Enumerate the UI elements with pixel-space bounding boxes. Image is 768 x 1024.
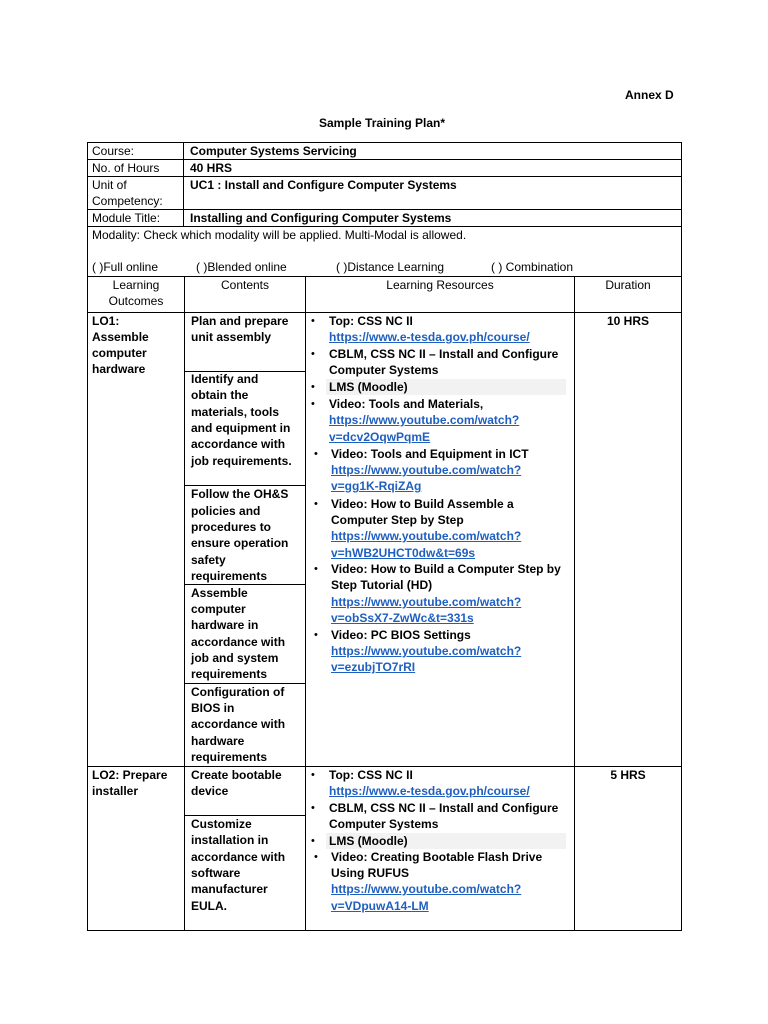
lo2-bullet-icon-3: •	[311, 835, 315, 847]
lo1-resource-8-link-line2[interactable]: v=ezubjTO7rRI	[331, 660, 416, 674]
lo2-resource-3: LMS (Moodle)	[329, 834, 408, 848]
lo1-content-3-line6: requirements	[191, 569, 268, 583]
modality-option-combination[interactable]: ( ) Combination	[491, 260, 574, 274]
lo1-content-5-line3: accordance with	[191, 717, 286, 731]
lo1-content-2-line5: accordance with	[191, 437, 286, 451]
lo1-resource-5-link-line1[interactable]: https://www.youtube.com/watch?	[331, 463, 522, 477]
lo2-resource-4-link-line2[interactable]: v=VDpuwA14-LM	[331, 899, 429, 913]
lo2-resource-4-line2: Using RUFUS	[331, 866, 409, 880]
lo1-resource-3: LMS (Moodle)	[329, 380, 408, 394]
lo2-content-1-line1: Create bootable	[191, 768, 282, 782]
lo1-resource-4-link-line2[interactable]: v=dcv2OqwPqmE	[329, 430, 431, 444]
modality-option-distance-learning[interactable]: ( )Distance Learning	[336, 260, 445, 274]
lo1-outcome-cell	[87, 312, 185, 767]
lo1-bullet-icon-6: •	[314, 498, 318, 510]
course-value: Computer Systems Servicing	[190, 144, 357, 158]
lo1-resource-7-link-line1[interactable]: https://www.youtube.com/watch?	[331, 595, 522, 609]
lo2-resource-2-line1: CBLM, CSS NC II – Install and Configure	[329, 801, 559, 815]
lo1-content-5-line5: requirements	[191, 750, 268, 764]
lo2-content-2-line1: Customize	[191, 817, 252, 831]
lo1-bullet-icon-3: •	[311, 381, 315, 393]
lo1-resource-4: Video: Tools and Materials,	[329, 397, 484, 411]
lo1-outcome-line1: LO1:	[92, 314, 120, 328]
col-duration: Duration	[605, 278, 651, 292]
hours-label: No. of Hours	[92, 161, 160, 175]
course-label: Course:	[92, 144, 135, 158]
lo1-content-2-line6: job requirements.	[191, 454, 292, 468]
lo2-bullet-icon-4: •	[314, 851, 318, 863]
lo2-duration-cell	[574, 766, 682, 931]
lo1-resource-6-line2: Computer Step by Step	[331, 513, 464, 527]
lo1-content-2-line3: materials, tools	[191, 405, 280, 419]
lo1-resource-7-line1: Video: How to Build a Computer Step by	[331, 562, 561, 576]
lo1-content-4-line3: hardware in	[191, 618, 259, 632]
annex-label: Annex D	[625, 88, 674, 102]
module-label: Module Title:	[92, 211, 161, 225]
lo1-content-1-line2: unit assembly	[191, 330, 272, 344]
lo2-outcome-line2: installer	[92, 784, 139, 798]
lo2-resource-2-line2: Computer Systems	[329, 817, 439, 831]
lo1-resource-7-link-line2[interactable]: v=obSsX7-ZwWc&t=331s	[331, 611, 474, 625]
lo2-resource-4-link-line1[interactable]: https://www.youtube.com/watch?	[331, 882, 522, 896]
lo2-bullet-icon-2: •	[311, 802, 315, 814]
lo2-content-2-line5: manufacturer	[191, 882, 268, 896]
lo1-resource-1-link[interactable]: https://www.e-tesda.gov.ph/course/	[329, 330, 530, 344]
lo2-resource-1-link[interactable]: https://www.e-tesda.gov.ph/course/	[329, 784, 530, 798]
lo1-resource-5-link-line2[interactable]: v=gg1K-RqiZAg	[331, 479, 422, 493]
lo1-resource-2-line1: CBLM, CSS NC II – Install and Configure	[329, 347, 559, 361]
lo1-content-5-line1: Configuration of	[191, 685, 285, 699]
lo1-duration-cell	[574, 312, 682, 767]
lo1-resource-6-link-line1[interactable]: https://www.youtube.com/watch?	[331, 529, 522, 543]
modality-option-blended-online[interactable]: ( )Blended online	[196, 260, 287, 274]
hours-value: 40 HRS	[190, 161, 233, 175]
col-contents: Contents	[220, 278, 270, 292]
lo2-outcome-line1: LO2: Prepare	[92, 768, 168, 782]
unit-label-line2: Competency:	[92, 194, 163, 208]
lo1-content-5-line4: hardware	[191, 734, 245, 748]
lo2-bullet-icon-1: •	[311, 769, 315, 781]
lo1-content-3-line5: safety	[191, 553, 226, 567]
lo1-content-4-line1: Assemble	[191, 586, 248, 600]
lo1-bullet-icon-2: •	[311, 348, 315, 360]
lo1-bullet-icon-8: •	[314, 629, 318, 641]
lo2-content-2-line6: EULA.	[191, 899, 227, 913]
lo2-content-2-line2: installation in	[191, 833, 269, 847]
lo2-resource-4-line1: Video: Creating Bootable Flash Drive	[331, 850, 543, 864]
lo1-outcome-line2: Assemble	[92, 330, 149, 344]
lo2-content-1-line2: device	[191, 784, 229, 798]
lo2-content-2-line3: accordance with	[191, 850, 286, 864]
lo1-content-2-line2: obtain the	[191, 388, 249, 402]
lo1-duration: 10 HRS	[606, 314, 650, 328]
lo1-content-4-line5: job and system	[191, 651, 279, 665]
modality-option-full-online[interactable]: ( )Full online	[92, 260, 159, 274]
lo1-content-3-line4: ensure operation	[191, 536, 289, 550]
col-outcomes-line1: Learning	[112, 278, 160, 292]
lo1-outcome-line3: computer	[92, 346, 147, 360]
lo1-resource-8: Video: PC BIOS Settings	[331, 628, 471, 642]
lo1-content-4-line4: accordance with	[191, 635, 286, 649]
lo1-resource-7-line2: Step Tutorial (HD)	[331, 578, 433, 592]
lo1-content-4-line2: computer	[191, 602, 246, 616]
lo1-content-5-line2: BIOS in	[191, 701, 235, 715]
module-value: Installing and Configuring Computer Systems	[190, 211, 452, 225]
lo1-content-3-line3: procedures to	[191, 520, 272, 534]
lo1-resource-2-line2: Computer Systems	[329, 363, 439, 377]
lo1-resource-1: Top: CSS NC II	[329, 314, 413, 328]
unit-label-line1: Unit of	[92, 178, 127, 192]
col-outcomes-line2: Outcomes	[108, 294, 164, 308]
page-title: Sample Training Plan*	[319, 116, 446, 130]
lo1-content-3-line1: Follow the OH&S	[191, 487, 289, 501]
lo1-resource-5: Video: Tools and Equipment in ICT	[331, 447, 529, 461]
lo1-resource-6-link-line2[interactable]: v=hWB2UHCT0dw&t=69s	[331, 546, 476, 560]
lo1-resource-4-link-line1[interactable]: https://www.youtube.com/watch?	[329, 413, 520, 427]
lo1-outcome-line4: hardware	[92, 362, 146, 376]
lo1-resource-8-link-line1[interactable]: https://www.youtube.com/watch?	[331, 644, 522, 658]
lo1-bullet-icon-4: •	[311, 398, 315, 410]
lo1-content-1-line1: Plan and prepare	[191, 314, 289, 328]
lo1-bullet-icon-1: •	[311, 315, 315, 327]
unit-value: UC1 : Install and Configure Computer Systems	[190, 178, 457, 192]
lo1-resource-6-line1: Video: How to Build Assemble a	[331, 497, 514, 511]
lo1-content-2-line1: Identify and	[191, 372, 259, 386]
lo1-content-3-line2: policies and	[191, 504, 261, 518]
lo2-duration: 5 HRS	[610, 768, 646, 782]
lo1-bullet-icon-5: •	[314, 448, 318, 460]
lo1-content-2-line4: and equipment in	[191, 421, 291, 435]
lo2-content-2-line4: software	[191, 866, 241, 880]
col-resources: Learning Resources	[386, 278, 494, 292]
lo1-bullet-icon-7: •	[314, 563, 318, 575]
modality-text: Modality: Check which modality will be applied. Multi-Modal is allowed.	[92, 228, 467, 242]
lo1-content-4-line6: requirements	[191, 667, 268, 681]
lo2-resource-1: Top: CSS NC II	[329, 768, 413, 782]
